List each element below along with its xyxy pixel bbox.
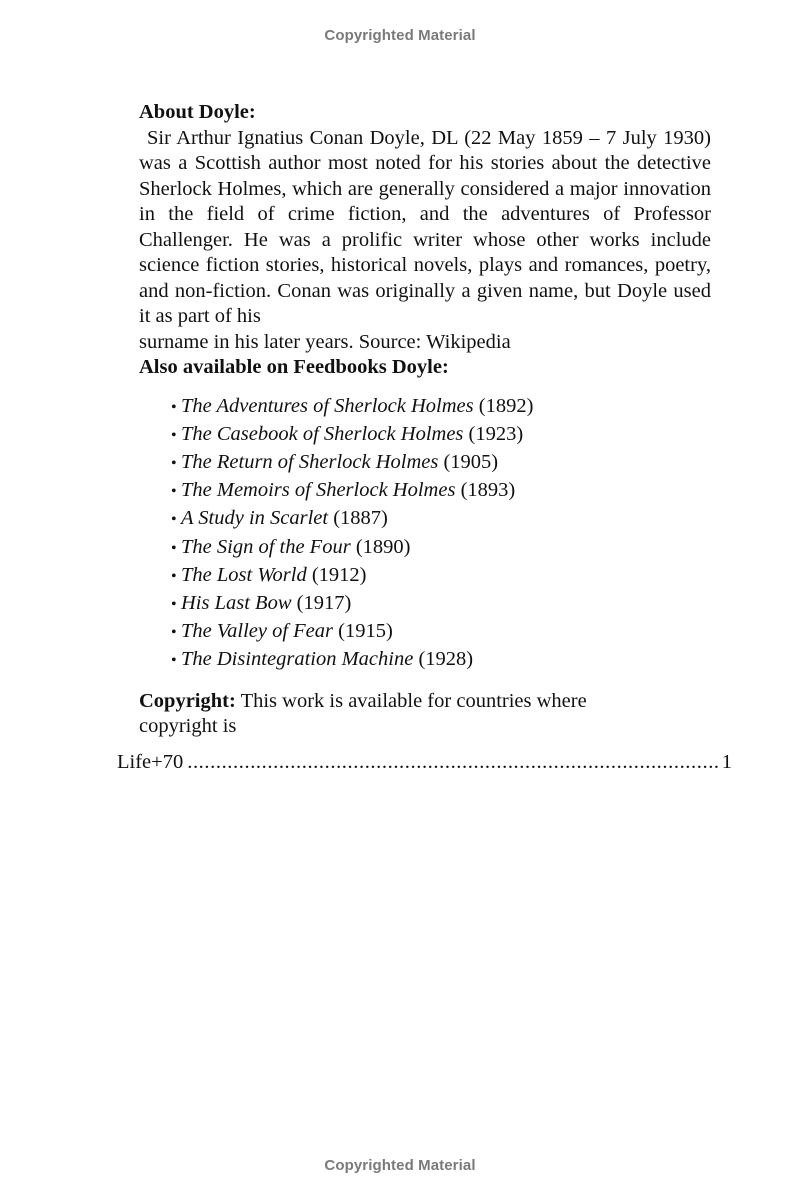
toc-leader-dots [187, 750, 720, 776]
bullet-icon: • [171, 483, 177, 501]
book-list-item [171, 646, 711, 674]
book-year: (1887) [333, 507, 388, 530]
book-title[interactable]: The Sign of the Four [181, 535, 351, 558]
book-list-item [171, 421, 711, 449]
toc-entry[interactable] [117, 750, 732, 776]
toc-entry-label: Life+70 [117, 751, 184, 773]
book-title[interactable]: A Study in Scarlet [181, 507, 329, 530]
book-title[interactable]: The Memoirs of Sherlock Holmes [181, 479, 456, 502]
book-year: (1893) [460, 479, 516, 502]
book-year: (1890) [355, 535, 411, 558]
book-year: (1912) [311, 563, 367, 586]
bullet-icon: • [171, 426, 177, 444]
author-bio-last-line: surname in his later years. Source: Wikipedia [139, 330, 511, 353]
watermark-top: Copyrighted Material [324, 27, 476, 44]
about-heading: About Doyle: [139, 101, 256, 123]
bullet-icon: • [171, 624, 177, 642]
book-list-item [171, 590, 711, 618]
book-year: (1928) [418, 648, 474, 671]
book-list [171, 393, 711, 675]
book-year: (1892) [478, 394, 534, 417]
book-list-item [171, 449, 711, 477]
bullet-icon: • [171, 511, 177, 529]
book-title[interactable]: The Casebook of Sherlock Holmes [181, 422, 464, 445]
book-title[interactable]: The Disintegration Machine [181, 648, 414, 671]
book-year: (1915) [338, 620, 393, 643]
copyright-label: Copyright: [139, 689, 236, 712]
book-title[interactable]: His Last Bow [181, 591, 292, 614]
book-title[interactable]: The Valley of Fear [181, 620, 334, 643]
copyright-text: This work is available for countries where copyright is [139, 689, 587, 738]
page-content [139, 100, 711, 740]
book-year: (1917) [296, 591, 352, 614]
book-list-item [171, 477, 711, 505]
bullet-icon: • [171, 398, 177, 416]
bullet-icon: • [171, 567, 177, 585]
author-bio: Sir Arthur Ignatius Conan Doyle, DL (22 May 1859 – 7 July 1930) was a Scottish author most noted for his stories about the detective Sherlock Holmes, which are generally considered a major innovation in the field of crime fiction, and the adventures of Professor Challenger. He was a prolific writer whose other works include science fiction stories, historical novels, plays and romances, poetry, and non-fiction. Conan was originally a given name, but Doyle used it as part of his [139, 126, 711, 327]
watermark-bottom: Copyrighted Material [324, 1157, 476, 1174]
bullet-icon: • [171, 652, 177, 670]
book-title[interactable]: The Lost World [181, 563, 307, 586]
book-list-item [171, 534, 711, 562]
book-list-item [171, 505, 711, 533]
book-list-item [171, 618, 711, 646]
book-title[interactable]: The Adventures of Sherlock Holmes [181, 394, 474, 417]
toc-page-number: 1 [721, 751, 732, 773]
bullet-icon: • [171, 595, 177, 613]
book-year: (1923) [468, 422, 524, 445]
book-list-item [171, 393, 711, 421]
book-title[interactable]: The Return of Sherlock Holmes [181, 450, 439, 473]
copyright-notice [139, 689, 639, 740]
bullet-icon: • [171, 539, 177, 557]
bullet-icon: • [171, 454, 177, 472]
book-list-item [171, 562, 711, 590]
book-year: (1905) [443, 450, 499, 473]
also-available-heading: Also available on Feedbooks Doyle: [139, 356, 449, 378]
